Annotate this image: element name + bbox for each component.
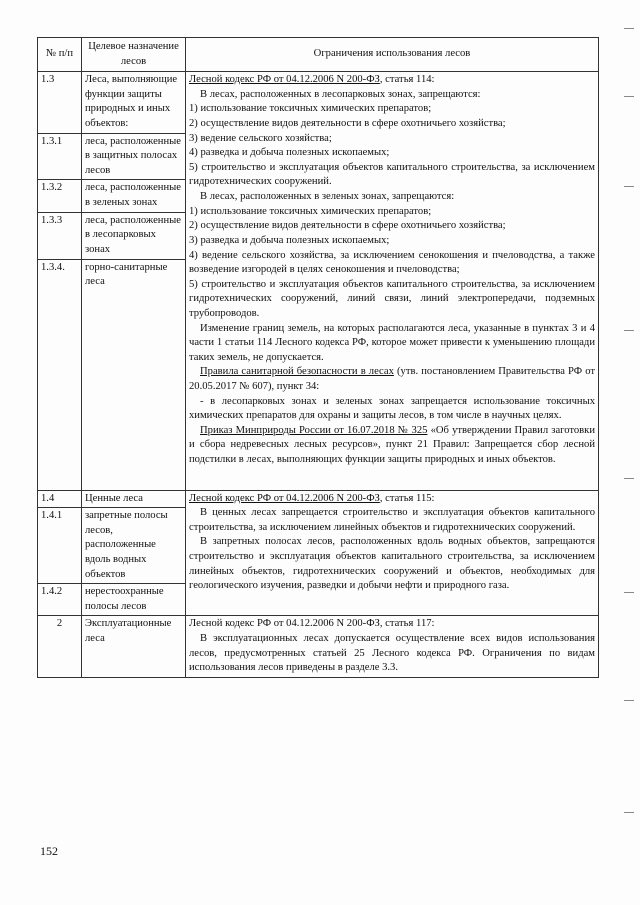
list-item: 4) ведение сельского хозяйства, за исключением сенокошения и пчеловодства, а также возведение изгородей в целях сенокошения и пчеловодства; [189, 249, 595, 276]
rules-link[interactable]: Правила санитарной безопасности в лесах [200, 366, 394, 378]
row-purpose: Леса, выполняющие функции защиты природных и иных объектов: [82, 72, 186, 133]
page-number: 152 [40, 844, 58, 858]
table-header-row [38, 38, 599, 72]
row-num: 1.3 [38, 72, 82, 133]
row-purpose: леса, расположенные в лесопарковых зонах [82, 212, 186, 259]
valuable-forests-paragraph: В ценных лесах запрещается строительство и эксплуатация объектов капитального строительства, за исключением линейных объектов и гидротехнических сооружений. [189, 507, 595, 533]
list-item: 4) разведка и добыча полезных ископаемых; [189, 147, 390, 159]
row-num: 1.4.2 [38, 584, 82, 616]
scan-edge-mark [624, 812, 634, 813]
header-restrictions: Ограничения использования лесов [186, 38, 599, 72]
row-purpose: Ценные леса [82, 490, 186, 508]
row-purpose: Эксплуатационные леса [82, 616, 186, 677]
scan-edge-mark [624, 96, 634, 97]
list-item: 2) осуществление видов деятельности в сфере охотничьего хозяйства; [189, 118, 506, 130]
table-row [38, 72, 599, 133]
row-num: 1.3.1 [38, 133, 82, 180]
exploitation-paragraph: В эксплуатационных лесах допускается осуществление всех видов использования лесов, предусмотренных статьей 25 Лесного кодекса РФ. Ограничения по видам использования лесов приведены в разделе 3.3. [189, 633, 595, 674]
row-purpose: леса, расположенные в зеленых зонах [82, 180, 186, 212]
law-link[interactable]: Лесной кодекс РФ от 04.12.2006 N 200-ФЗ [189, 492, 380, 504]
scan-edge-mark [624, 592, 634, 593]
protective-strips-paragraph: В запретных полосах лесов, расположенных вдоль водных объектов, запрещаются строительство и эксплуатация объектов капитального строительства, за исключением линейных объектов, гидротехнических сооружений и объектов, необходимых для геологического изучения, разведки и добычи нефти и природного газа. [189, 536, 595, 592]
law-link[interactable]: Лесной кодекс РФ от 04.12.2006 N 200-ФЗ [189, 74, 380, 86]
header-num: № п/п [38, 38, 82, 72]
table-row [38, 616, 599, 677]
intro-lesopark: В лесах, расположенных в лесопарковых зонах, запрещаются: [200, 88, 481, 100]
restrictions-table [37, 37, 599, 678]
list-item: 3) разведка и добыча полезных ископаемых; [189, 234, 390, 246]
table-row [38, 490, 599, 508]
list-item: 5) строительство и эксплуатация объектов капитального строительства, за исключением гидротехнических сооружений. [189, 161, 595, 188]
list-item: 2) осуществление видов деятельности в сфере охотничьего хозяйства; [189, 220, 506, 232]
row-purpose: горно-санитарные леса [82, 259, 186, 490]
row-purpose: леса, расположенные в защитных полосах лесов [82, 133, 186, 180]
restrictions-cell-2 [186, 490, 599, 616]
row-num: 1.3.3 [38, 212, 82, 259]
header-purpose: Целевое назначение лесов [82, 38, 186, 72]
law-reference: Лесной кодекс РФ от 04.12.2006 N 200-ФЗ, статья 117: [189, 618, 435, 630]
list-item: 1) использование токсичных химических препаратов; [189, 103, 432, 115]
scan-edge-mark [624, 478, 634, 479]
row-num: 1.4.1 [38, 508, 82, 584]
row-num: 1.4 [38, 490, 82, 508]
row-purpose: нерестоохранные полосы лесов [82, 584, 186, 616]
row-num: 1.3.2 [38, 180, 82, 212]
restrictions-cell-3 [186, 616, 599, 677]
row-num: 1.3.4. [38, 259, 82, 490]
row-num: 2 [38, 616, 82, 677]
order-suffix: «Об утверждении Правил заготовки и сбора недревесных лесных ресурсов», пункт 21 Правил: Запрещается сбор лесной подстилки в лесах, выполняющих функции защиты природных и иных объектов. [189, 424, 595, 466]
change-paragraph: Изменение границ земель, на которых располагаются леса, указанные в пунктах 3 и 4 части 1 статьи 114 Лесного кодекса РФ, которое может привести к уменьшению площади таких земель, не допускается. [189, 322, 595, 363]
law-suffix: , статья 114: [379, 74, 435, 86]
law-suffix: , статья 115: [379, 492, 435, 504]
list-item: 3) ведение сельского хозяйства; [189, 132, 332, 144]
scan-edge-mark [624, 186, 634, 187]
row-purpose: запретные полосы лесов, расположенные вдоль водных объектов [82, 508, 186, 584]
intro-green: В лесах, расположенных в зеленых зонах, запрещаются: [200, 191, 455, 203]
restrictions-cell-1 [186, 72, 599, 490]
list-item: 1) использование токсичных химических препаратов; [189, 205, 432, 217]
scan-edge-mark [624, 700, 634, 701]
scan-edge-mark [624, 28, 634, 29]
scan-edge-mark [624, 330, 634, 331]
rules-text: - в лесопарковых зонах и зеленых зонах запрещается использование токсичных химических препаратов для охраны и защиты лесов, в том числе в научных целях. [189, 395, 595, 422]
order-link[interactable]: Приказ Минприроды России от 16.07.2018 № 325 [200, 424, 428, 436]
list-item: 5) строительство и эксплуатация объектов капитального строительства, за исключением гидротехнических сооружений, линий связи, линий электропередачи, подземных трубопроводов. [189, 278, 595, 319]
rules-suffix: (утв. постановлением Правительства РФ от 20.05.2017 № 607), пункт 34: [189, 366, 595, 393]
